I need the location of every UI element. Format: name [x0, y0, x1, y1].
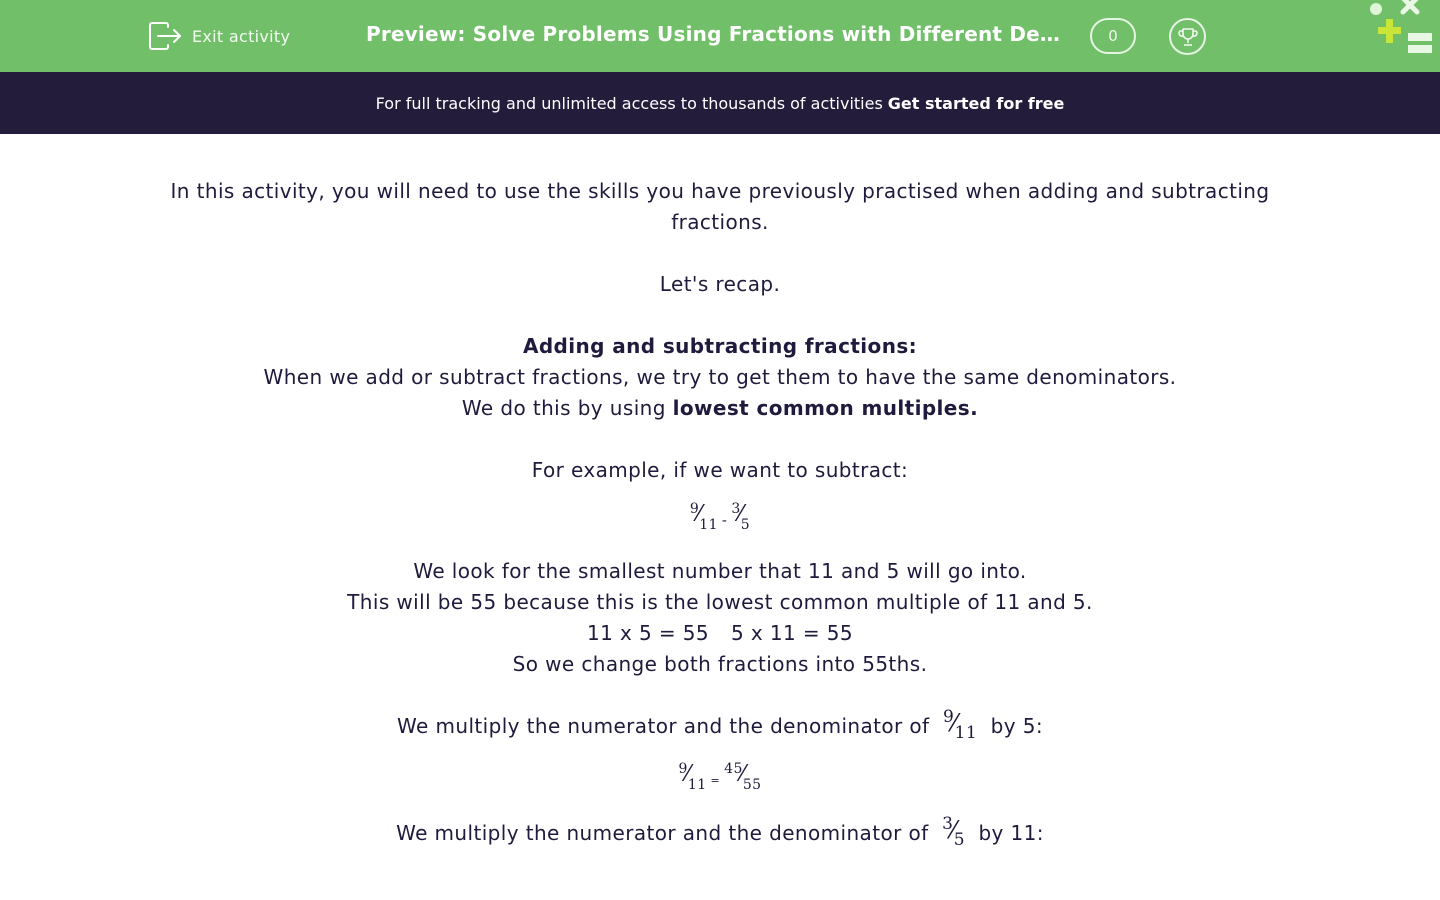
explanation-line-1: When we add or subtract fractions, we try to get them to have the same denominators.	[263, 365, 1177, 389]
step-2-text: We multiply the numerator and the denominator of 3 ⁄ 5 by 11:	[396, 813, 1044, 850]
brand-logo	[1366, 0, 1440, 60]
step-1-text: We multiply the numerator and the denominator of 9 ⁄ 11 by 5:	[397, 706, 1043, 743]
fraction-45-55: 45 ⁄ 55	[724, 761, 762, 793]
exit-activity-button[interactable]	[148, 20, 290, 52]
promo-text: For full tracking and unlimited access to thousands of activities	[375, 93, 883, 113]
fraction-9-11: 9 ⁄ 11	[689, 501, 718, 533]
intro-text: In this activity, you will need to use the skills you have previously practised when adding and subtracting fractions.	[170, 179, 1270, 234]
fraction-9-11-b: 9 ⁄ 11	[678, 761, 707, 793]
lowest-common-multiples-term: lowest common multiples.	[672, 396, 979, 420]
minus-sign: -	[721, 510, 728, 529]
equals-sign: =	[710, 773, 721, 787]
top-bar	[0, 0, 1440, 72]
equation-subtract	[150, 500, 1290, 540]
trophy-icon	[1177, 26, 1199, 48]
equation-convert	[150, 760, 1290, 800]
section-heading: Adding and subtracting fractions:	[522, 334, 918, 358]
explanation-line-2-text: We do this by using	[461, 396, 666, 420]
change-text: So we change both fractions into 55ths.	[512, 652, 928, 676]
activity-title: Preview: Solve Problems Using Fractions with Different De…	[366, 22, 1061, 46]
get-started-link[interactable]: Get started for free	[887, 93, 1065, 113]
exit-activity-label: Exit activity	[192, 26, 291, 46]
multiplication-b: 5 x 11 = 55	[731, 621, 854, 645]
fraction-3-5: 3 ⁄ 5	[731, 501, 751, 533]
exit-icon	[148, 21, 182, 51]
score-badge: 0	[1090, 18, 1136, 54]
look-text: We look for the smallest number that 11 and 5 will go into.	[413, 559, 1027, 583]
fraction-3-5-inline: 3 ⁄ 5	[942, 813, 965, 850]
explanation-line-2	[150, 393, 1290, 424]
fraction-9-11-inline: 9 ⁄ 11	[943, 706, 978, 743]
multiplication-line	[150, 618, 1290, 649]
multiplication-a: 11 x 5 = 55	[586, 621, 709, 645]
activity-content	[150, 176, 1290, 849]
recap-text: Let's recap.	[659, 272, 781, 296]
promo-banner	[0, 72, 1440, 134]
example-text: For example, if we want to subtract:	[531, 458, 909, 482]
trophy-button[interactable]	[1169, 18, 1206, 55]
lcm-text: This will be 55 because this is the lowest common multiple of 11 and 5.	[347, 590, 1093, 614]
